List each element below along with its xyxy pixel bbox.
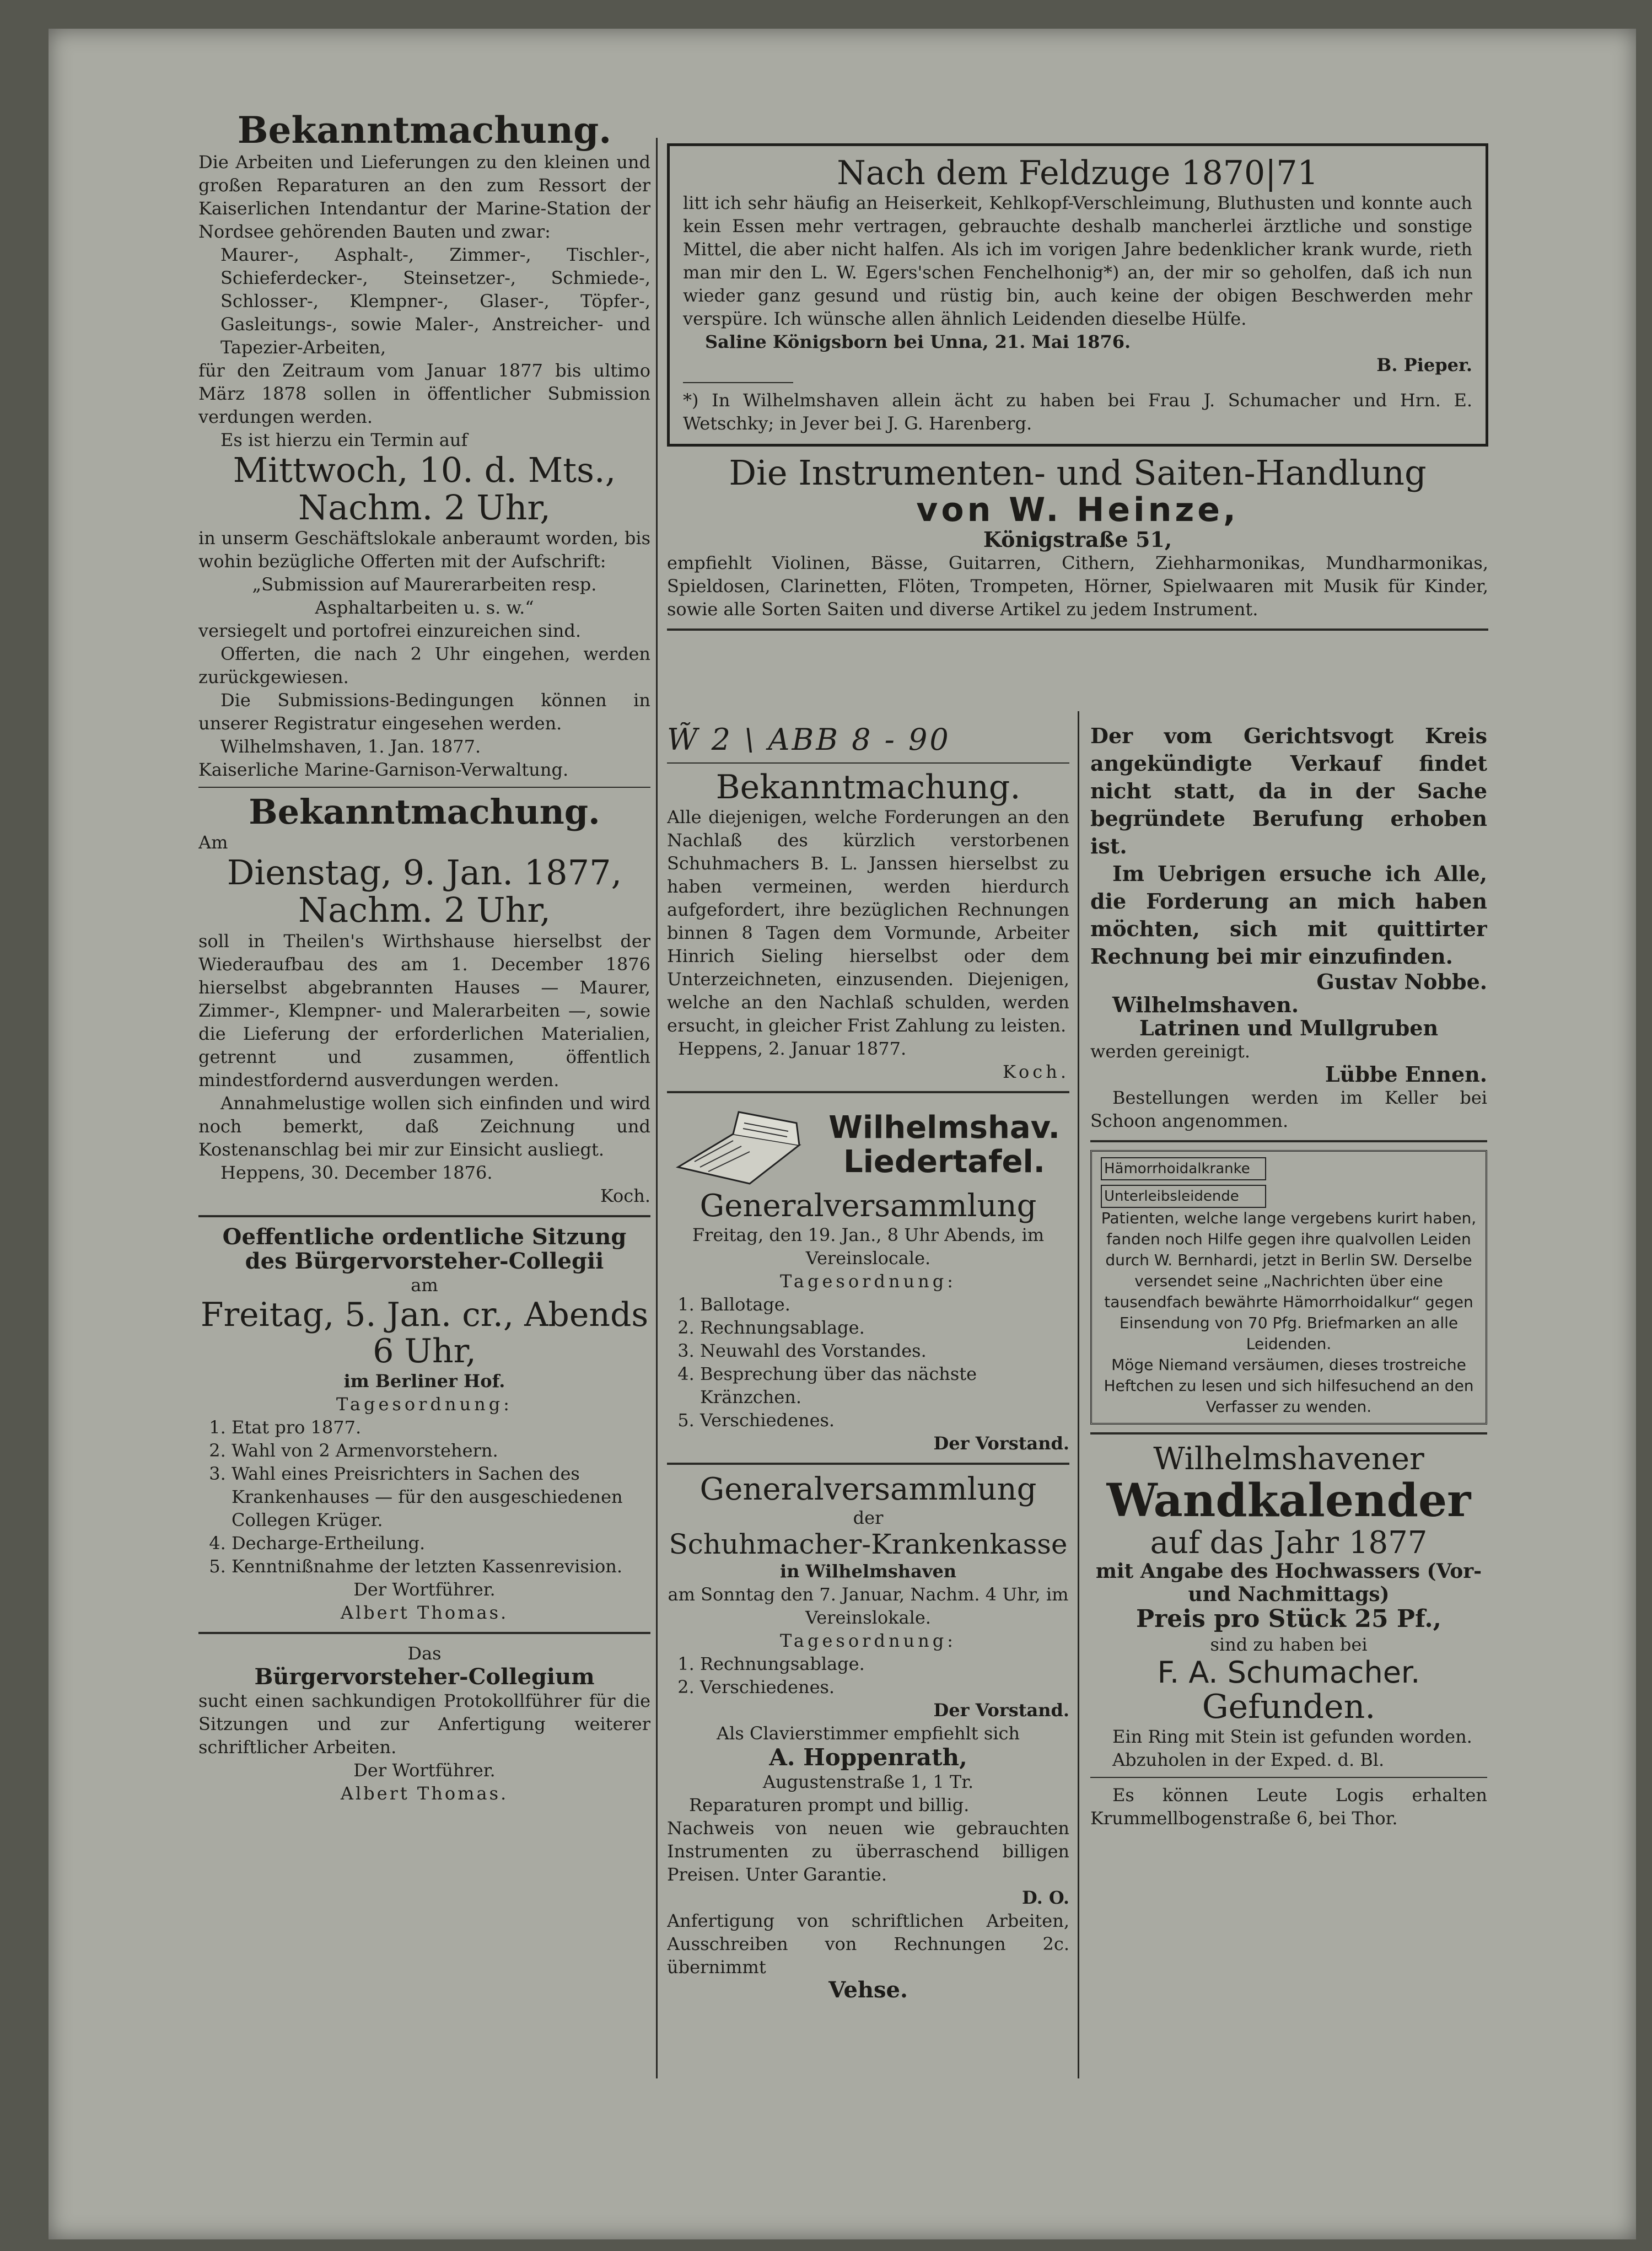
ad-hemorrhoid-cure (1090, 1150, 1487, 1425)
notice-place: Heppens, 2. Januar 1877. (678, 1038, 907, 1059)
notice-title: Oeffentliche ordentliche Sitzung des Bürgervorsteher-Collegii (222, 1223, 627, 1274)
notice-title: Generalversammlung (699, 1471, 1037, 1507)
divider (683, 382, 793, 383)
ad-text: Patienten, welche lange vergebens kurirt haben, fanden noch Hilfe gegen ihre qualvollen Leiden durch W. Bernhardi, jetzt in Berlin SW. Derselbe versendet seine „Nachrichten über eine tausendfach bewährte Hämorrhoidalkur“ gegen Einsendung von 70 Pfg. Briefmarken an alle Leidenden. (1101, 1208, 1477, 1353)
column-right-top (667, 143, 1488, 706)
ad-title: Nach dem Feldzuge 1870|71 (837, 154, 1319, 192)
ad-text: empfiehlt Violinen, Bässe, Guitarren, Cithern, Ziehharmonikas, Mundharmonikas, Spieldosen, Clarinetten, Flöten, Trompeten, Hörner, Spielwaaren mit Musik für Kinder, sowie alle Sorten Saiten und diverse Artikel zu jedem Instrument. (667, 552, 1488, 620)
agenda-list (667, 1293, 1069, 1432)
agenda-list (198, 1416, 650, 1578)
notice-council-session (198, 1225, 650, 1624)
column-left (198, 110, 650, 2095)
notice-text: in unserm Geschäftslokale anberaumt worden, bis wohin bezügliche Offerten mit der Aufschrift: (198, 527, 650, 572)
ad-title: Latrinen und Mullgruben (1139, 1016, 1439, 1040)
notice-text: sucht einen sachkundigen Protokollführer für die Sitzungen und zur Anfertigung weiterer schriftlicher Arbeiten. (198, 1690, 650, 1758)
agenda-label: Tagesordnung: (780, 1270, 956, 1292)
notice-text: Alle diejenigen, welche Forderungen an den Nachlaß des kürzlich verstorbenen Schuhmachers B. L. Janssen hierselbst zu haben vermeinen, werden hierdurch aufgefordert, ihre bezüglichen Rechnungen binnen 8 Tagen dem Vormunde, Arbeiter Hinrich Sieling hierselbst oder dem Unterzeichneten, einzusenden. Diejenigen, welche an den Nachlaß schulden, werden ersucht, in gleicher Frist Zahlung zu leisten. (667, 807, 1069, 1036)
notice-marine-submission (198, 110, 650, 781)
notice-text: Abzuholen in der Exped. d. Bl. (1112, 1749, 1385, 1770)
notice-title: Gefunden. (1202, 1687, 1376, 1726)
notice-date: Dienstag, 9. Jan. 1877, Nachm. 2 Uhr, (227, 852, 622, 931)
agenda-item: 1. Rechnungsablage. (700, 1652, 1069, 1675)
notice-date: Mittwoch, 10. d. Mts., Nachm. 2 Uhr, (233, 449, 616, 528)
ad-signature: Lübbe Ennen. (1325, 1061, 1487, 1087)
notice-text: Es ist hierzu ein Termin auf (220, 429, 468, 450)
agenda-label: Tagesordnung: (780, 1630, 956, 1652)
ad-title: Wilhelmshavener (1153, 1441, 1424, 1477)
ad-wall-calendar (1090, 1442, 1487, 1689)
ad-name: F. A. Schumacher. (1157, 1654, 1420, 1690)
ad-address: Königstraße 51, (983, 527, 1172, 552)
ad-tag: Hämorrhoidalkranke (1101, 1157, 1266, 1180)
notice-place: Wilhelmshaven. (1112, 992, 1299, 1017)
notice-place: im Berliner Hof. (343, 1370, 505, 1392)
ad-address: Augustenstraße 1, 1 Tr. (762, 1771, 974, 1793)
notice-title: Bekanntmachung. (249, 791, 600, 832)
notice-title: Bürgervorsteher-Collegium (254, 1663, 595, 1690)
notice-signature: Der Vorstand. (933, 1700, 1069, 1721)
ad-name: von W. Heinze, (916, 491, 1239, 530)
ad-fenchelhonig (667, 143, 1488, 447)
agenda-item: 5. Verschiedenes. (700, 1409, 1069, 1432)
notice-text: Die Arbeiten und Lieferungen zu den kleinen und großen Reparaturen an den zum Ressort der Kaiserlichen Intendantur der Marine-Station der Nordsee gehörenden Bauten und zwar: (198, 151, 650, 242)
notice-signature: Albert Thomas. (340, 1782, 509, 1804)
ad-title: Die Instrumenten- und Saiten-Handlung (729, 453, 1427, 493)
ad-signature: B. Pieper. (1376, 354, 1472, 375)
agenda-item: 2. Wahl von 2 Armenvorstehern. (232, 1439, 650, 1462)
agenda-item: 1. Etat pro 1877. (232, 1416, 650, 1439)
notice-sale-cancelled (1090, 722, 1487, 1017)
notice-signature: Gustav Nobbe. (1316, 969, 1487, 994)
agenda-item: 4. Decharge-Ertheilung. (232, 1532, 650, 1555)
notice-text: Die Submissions-Bedingungen können in unserer Registratur eingesehen werden. (198, 689, 650, 734)
notice-text: Im Uebrigen ersuche ich Alle, die Forderung an mich haben möchten, sich mit quittirter Rechnung bei mir einzufinden. (1090, 861, 1487, 969)
agenda-item: 2. Verschiedenes. (700, 1675, 1069, 1699)
notice-text: der (853, 1507, 884, 1529)
ad-name: A. Hoppenrath, (769, 1744, 967, 1771)
notice-quote: „Submission auf Maurerarbeiten resp. Asphaltarbeiten u. s. w.“ (252, 573, 597, 618)
divider (1090, 1432, 1487, 1435)
notice-text: Freitag, den 19. Jan., 8 Uhr Abends, im Vereinslocale. (692, 1224, 1045, 1269)
column-middle (667, 722, 1069, 2078)
notice-trades: Maurer-, Asphalt-, Zimmer-, Tischler-, Schieferdecker-, Steinsetzer-, Schmiede-, Schlosser-, Klempner-, Glaser-, Töpfer-, Gasleitungs-, sowie Maler-, Anstreicher- und Tapezier-Arbeiten, (220, 244, 650, 358)
notice-signature: Koch. (600, 1185, 650, 1206)
notice-signature-role: Der Wortführer. (353, 1578, 496, 1600)
notice-org-name: Schuhmacher-Krankenkasse (669, 1528, 1068, 1561)
ad-signature: Vehse. (828, 1977, 908, 2003)
notice-place: in Wilhelmshaven (779, 1561, 957, 1582)
agenda-item: 1. Ballotage. (700, 1293, 1069, 1316)
notice-place: Wilhelmshaven, 1. Jan. 1877. (220, 735, 481, 757)
agenda-item: 5. Kenntnißnahme der letzten Kassenrevision. (232, 1555, 650, 1578)
agenda-item: 2. Rechnungsablage. (700, 1316, 1069, 1339)
agenda-list (667, 1652, 1069, 1699)
ad-price: Preis pro Stück 25 Pf., (1136, 1605, 1441, 1634)
notice-text: am (411, 1274, 438, 1296)
notice-signature: Koch. (1002, 1061, 1069, 1082)
notice-liedertafel-meeting (667, 1189, 1069, 1455)
divider (667, 628, 1488, 631)
column-rule-middle (1078, 711, 1079, 2078)
column-right (1090, 722, 1487, 2078)
ad-piano-tuner (667, 1722, 1069, 1909)
notice-shoemaker-fund (667, 1473, 1069, 1722)
notice-protocol-clerk (198, 1642, 650, 1805)
notice-text: Das (407, 1642, 442, 1664)
notice-signature: Kaiserliche Marine-Garnison-Verwaltung. (198, 759, 569, 780)
notice-title: Bekanntmachung. (715, 768, 1021, 807)
notice-text: Annahmelustige wollen sich einfinden und wird noch bemerkt, daß Zeichnung und Kostenanschlag bei mir zur Einsicht ausliegt. (198, 1092, 650, 1160)
notice-lodging: Es können Leute Logis erhalten Krummellbogenstraße 6, bei Thor. (1090, 1784, 1487, 1829)
divider (1090, 1140, 1487, 1142)
divider (198, 1632, 650, 1634)
divider (198, 1215, 650, 1217)
notice-signature: Albert Thomas. (340, 1602, 509, 1623)
ad-text: mit Angabe des Hochwassers (Vor- und Nachmittags) (1095, 1560, 1482, 1607)
notice-text: Offerten, die nach 2 Uhr eingehen, werden zurückgewiesen. (198, 643, 650, 687)
songbook-icon (667, 1101, 810, 1189)
notice-text: Der vom Gerichtsvogt Kreis angekündigte Verkauf findet nicht statt, da in der Sache begründete Berufung erhoben ist. (1090, 723, 1487, 858)
notice-date: Freitag, 5. Jan. cr., Abends 6 Uhr, (200, 1295, 649, 1371)
agenda-item: 3. Neuwahl des Vorstandes. (700, 1339, 1069, 1362)
ad-latrines (1090, 1017, 1487, 1132)
notice-estate (667, 769, 1069, 1083)
ad-place: Saline Königsborn bei Unna, 21. Mai 1876. (705, 331, 1131, 352)
divider (667, 762, 1069, 764)
ad-subtitle: auf das Jahr 1877 (1150, 1524, 1428, 1561)
ad-text: sind zu haben bei (1210, 1634, 1368, 1655)
agenda-label: Tagesordnung: (336, 1393, 513, 1415)
ad-signature: D. O. (1021, 1887, 1069, 1909)
notice-place: Heppens, 30. December 1876. (220, 1162, 493, 1183)
ad-writing-service (667, 1909, 1069, 2002)
notice-text: soll in Theilen's Wirthshause hierselbst der Wiederaufbau des am 1. December 1876 hierselbst abgebrannten Hauses — Maurer, Zimmer-, Klempner- und Malerarbeiten —, sowie die Lieferung der erforderlichen Materialien, getrennt und zusammen, öffentlich mindestfordernd ausverdungen werden. (198, 930, 650, 1090)
ad-text: Als Clavierstimmer empfiehlt sich (717, 1723, 1020, 1744)
ad-instruments (667, 454, 1488, 621)
notice-text: Am (198, 832, 228, 853)
handwritten-annotation: W̃ 2 \ ABB 8 - 90 (667, 722, 951, 757)
notice-text: für den Zeitraum vom Januar 1877 bis ultimo März 1878 sollen in öffentlicher Submission verdungen werden. (198, 359, 650, 427)
ad-text: Nachweis von neuen wie gebrauchten Instrumenten zu überraschend billigen Preisen. Unter Garantie. (667, 1818, 1069, 1885)
agenda-item: 3. Wahl eines Preisrichters in Sachen des Krankenhauses — für den ausgeschiedenen Collegen Krüger. (232, 1462, 650, 1532)
divider (198, 787, 650, 788)
notice-title: Generalversammlung (699, 1188, 1037, 1224)
ad-text: werden gereinigt. (1090, 1040, 1251, 1062)
ad-title: Wilhelmshav. Liedertafel. (828, 1110, 1060, 1180)
ad-title: Wandkalender (1106, 1474, 1471, 1528)
notice-signature: Der Vorstand. (933, 1432, 1069, 1454)
ad-text: Möge Niemand versäumen, dieses trostreiche Heftchen zu lesen und sich hilfesuchend an den Verfasser zu wenden. (1104, 1355, 1474, 1416)
divider (667, 1463, 1069, 1465)
agenda-item: 4. Besprechung über das nächste Kränzchen. (700, 1362, 1069, 1409)
notice-title: Bekanntmachung. (237, 110, 612, 152)
notice-text: versiegelt und portofrei einzureichen sind. (198, 620, 582, 641)
notice-text: Ein Ring mit Stein ist gefunden worden. (1112, 1726, 1472, 1747)
ad-text: Anfertigung von schriftlichen Arbeiten, Ausschreiben von Rechnungen 2c. übernimmt (667, 1910, 1069, 1978)
ad-liedertafel (667, 1101, 1069, 1189)
divider (667, 1091, 1069, 1093)
ad-footnote: *) In Wilhelmshaven allein ächt zu haben bei Frau J. Schumacher und Hrn. E. Wetschky; in Jever bei J. G. Harenberg. (683, 390, 1472, 434)
column-rule-left (656, 138, 658, 2078)
ad-text: litt ich sehr häufig an Heiserkeit, Kehlkopf-Verschleimung, Bluthusten und konnte auch kein Essen mehr vertragen, gebrauchte deshalb mancherlei ärztliche und sonstige Mittel, die aber nicht halfen. Als ich im vorigen Jahre bedenklicher krank wurde, rieth man mir den L. W. Egers'schen Fenchelhonig*) an, der mir so geholfen, daß ich nun wieder ganz gesund und rüstig bin, auch keine der obigen Beschwerden mehr verspüre. Ich wünsche allen ähnlich Leidenden dieselbe Hülfe. (683, 192, 1472, 329)
divider (1090, 1777, 1487, 1778)
notice-text: am Sonntag den 7. Januar, Nachm. 4 Uhr, im Vereinslokale. (668, 1584, 1069, 1629)
ad-tag: Unterleibsleidende (1101, 1185, 1266, 1208)
notice-rebuild (198, 793, 650, 1207)
ad-text: Bestellungen werden im Keller bei Schoon angenommen. (1090, 1087, 1487, 1131)
notice-signature-role: Der Wortführer. (353, 1759, 496, 1781)
notice-found (1090, 1689, 1487, 1771)
ad-text: Reparaturen prompt und billig. (689, 1795, 970, 1816)
